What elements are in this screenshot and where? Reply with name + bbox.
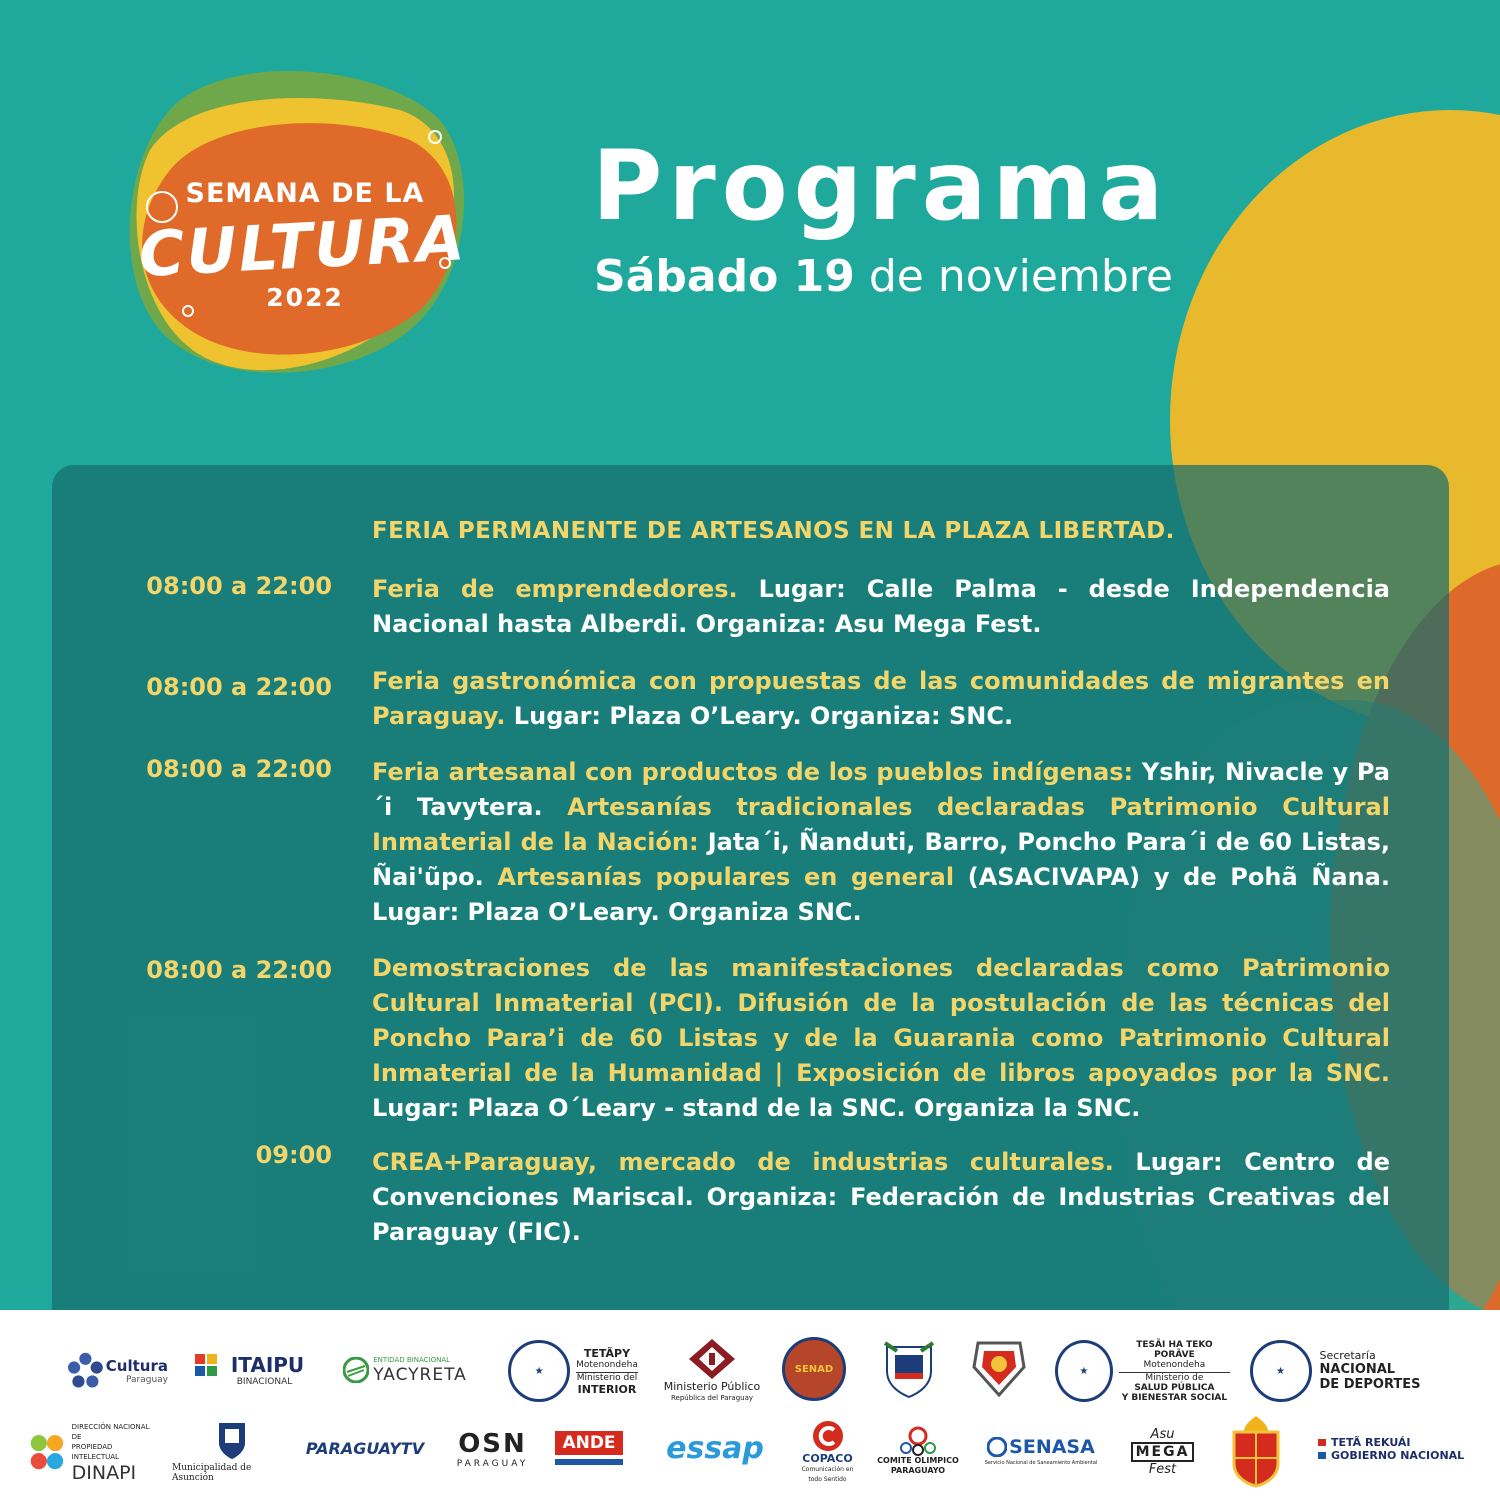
national-seal-icon: ★ <box>1250 1340 1312 1402</box>
entry-text: CREA+Paraguay, mercado de industrias culturales. <box>372 1148 1114 1176</box>
gob-line2: GOBIERNO NACIONAL <box>1331 1449 1465 1462</box>
entry-time: 09:00 <box>255 1141 332 1169</box>
paraguaytv-name: PARAGUAYTV <box>305 1438 425 1458</box>
salud-mid: Motenondeha <box>1143 1359 1206 1370</box>
entry-text: Lugar: Centro de Convenciones Mariscal. Organiza: Federación de Industrias Creativas del Paraguay (FIC). <box>372 1148 1391 1246</box>
event-logo <box>110 60 480 390</box>
ministerio-publico-icon <box>687 1337 737 1381</box>
cbvp-logo <box>1225 1410 1287 1492</box>
gobierno-logo <box>1318 1432 1478 1466</box>
cultura-sub: Paraguay <box>125 1375 168 1385</box>
osn-logo <box>455 1423 530 1475</box>
asu-mega-fest-logo <box>1120 1413 1205 1491</box>
date-day: Sábado 19 <box>594 251 855 302</box>
national-seal-icon: ★ <box>1055 1340 1113 1402</box>
coe-logo <box>873 1415 963 1487</box>
copaco-sub: Comunicación en todo Sentido <box>801 1466 854 1483</box>
senasa-sub: Servicio Nacional de Saneamiento Ambiental <box>984 1460 1098 1466</box>
entry-text: Lugar: Plaza O´Leary - stand de la SNC. Organiza la SNC. <box>372 1094 1141 1122</box>
entry-text: (ASACIVAPA) y de Pohã Ñana. Lugar: Plaza O’Leary. Organiza SNC. <box>372 863 1390 926</box>
logo-line-year: 2022 <box>266 283 344 312</box>
police-shield-logo <box>878 1335 940 1401</box>
flag-icon <box>1318 1439 1326 1459</box>
mp-sub: República del Paraguay <box>670 1394 754 1402</box>
snd-name: NACIONAL <box>1319 1362 1396 1377</box>
mp-name: Ministerio Público <box>663 1380 761 1393</box>
entry-text: Yshir, Nivacle y Pa´i Tavytera. <box>372 758 1391 821</box>
itaipu-name: ITAIPU <box>230 1353 305 1377</box>
entry-text: Jata´i, Ñanduti, Barro, Poncho Para´i de 60 Listas, Ñai'ũpo. <box>372 828 1390 891</box>
senasa-logo <box>982 1428 1100 1476</box>
copaco-logo <box>795 1415 860 1490</box>
badge-icon <box>970 1337 1028 1399</box>
entry-description <box>372 755 1390 930</box>
salud-logo <box>1055 1335 1230 1407</box>
municipalidad-name: Municipalidad de Asunción <box>172 1463 252 1483</box>
interior-tetapy: TETÃPY <box>583 1346 631 1360</box>
dinapi-top: DIRECCIÓN NACIONAL DE <box>71 1423 150 1441</box>
yacyreta-name: YACYRETA <box>373 1365 467 1385</box>
osn-name: OSN <box>458 1429 527 1459</box>
entry-text: Feria artesanal con productos de los pueblos indígenas: <box>372 758 1134 786</box>
senad-name: SENAD <box>794 1363 834 1375</box>
copaco-mark-icon <box>812 1420 844 1452</box>
ministerio-publico-logo <box>662 1332 762 1408</box>
itaipu-mark-icon <box>195 1354 229 1376</box>
senasa-drop-icon <box>987 1437 1007 1457</box>
essap-logo <box>650 1428 780 1468</box>
page-date <box>594 251 1173 302</box>
entry-text: Demostraciones de las manifestaciones declaradas como Patrimonio Cultural Inmaterial (PCI). Difusión de la postulación de las técnicas del Poncho Para’i de 60 Listas y de la Guarania como Patrimonio Cultural Inmaterial de la Humanidad | Exposición de libros apoyados por la SNC. <box>372 954 1390 1087</box>
ande-name: ANDE <box>555 1431 623 1455</box>
copaco-name: COPACO <box>802 1452 853 1465</box>
entry-time: 08:00 a 22:00 <box>146 673 332 701</box>
fest-text: Fest <box>1148 1462 1177 1477</box>
yacyreta-mark-icon <box>343 1357 369 1383</box>
date-month: de noviembre <box>854 251 1173 302</box>
paraguaytv-logo <box>300 1433 430 1463</box>
cultura-flower-icon <box>68 1349 103 1393</box>
essap-name: essap <box>666 1430 764 1466</box>
bomberos-badge-logo <box>968 1335 1030 1401</box>
salud-min: Ministerio de <box>1119 1372 1230 1383</box>
program-header: FERIA PERMANENTE DE ARTESANOS EN LA PLAZA LIBERTAD. <box>372 518 1175 544</box>
sponsor-footer <box>0 1310 1500 1500</box>
entry-time: 08:00 a 22:00 <box>146 572 332 600</box>
mega-text: MEGA <box>1131 1442 1195 1462</box>
logo-line-semana: SEMANA DE LA <box>185 178 425 209</box>
cbvp-shield-icon <box>1228 1414 1284 1488</box>
yacyreta-logo <box>335 1350 475 1390</box>
entry-time: 08:00 a 22:00 <box>146 956 332 984</box>
salud-name2: Y BIENESTAR SOCIAL <box>1121 1392 1228 1403</box>
asu-text: Asu <box>1150 1427 1175 1442</box>
national-seal-icon: ★ <box>508 1340 570 1402</box>
interior-min: Ministerio del <box>576 1372 638 1383</box>
interior-name: INTERIOR <box>577 1382 637 1396</box>
entry-text: Lugar: Calle Palma - desde Independencia Nacional hasta Alberdi. Organiza: Asu Mega Fest. <box>372 575 1390 638</box>
interior-motenondeha: Motenondeha <box>576 1359 638 1370</box>
dinapi-name: DINAPI <box>71 1462 137 1484</box>
salud-name: SALUD PÚBLICA <box>1134 1382 1215 1393</box>
entry-text: Artesanías tradicionales declaradas Patrimonio Cultural Inmaterial de la Nación: <box>372 793 1390 856</box>
shield-icon <box>881 1337 937 1399</box>
cultura-logo <box>68 1340 168 1402</box>
snd-top: Secretaría <box>1319 1349 1376 1362</box>
yacyreta-top: ENTIDAD BINACIONAL <box>373 1356 451 1364</box>
cultura-name: Cultura <box>105 1357 168 1375</box>
entry-description <box>372 572 1390 642</box>
dinapi-gears-icon <box>28 1428 68 1478</box>
osn-sub: PARAGUAY <box>456 1459 529 1469</box>
ande-logo <box>555 1428 623 1468</box>
logo-line-cultura: CULTURA <box>137 201 468 292</box>
municipal-crest-icon <box>217 1419 247 1459</box>
olympic-rings-icon <box>898 1426 938 1456</box>
entry-time: 08:00 a 22:00 <box>146 755 332 783</box>
entry-text: Feria gastronómica con propuestas de las comunidades de migrantes en Paraguay. <box>372 667 1390 730</box>
snd-name2: DE DEPORTES <box>1319 1377 1421 1392</box>
page-title: Programa <box>592 130 1170 242</box>
entry-description <box>372 1145 1390 1250</box>
salud-top: TESÃI HA TEKO PORÃVE <box>1136 1339 1213 1360</box>
itaipu-sub: BINACIONAL <box>236 1377 293 1387</box>
coe-sub: PARAGUAYO <box>890 1466 946 1475</box>
entry-description <box>372 664 1390 734</box>
coe-name: COMITE OLIMPICO <box>877 1456 959 1465</box>
municipalidad-logo <box>172 1415 292 1487</box>
senad-logo <box>780 1335 848 1403</box>
snd-logo <box>1240 1335 1430 1407</box>
dinapi-logo <box>28 1422 153 1484</box>
entry-text: Feria de emprendedores. <box>372 575 738 603</box>
entry-description <box>372 951 1390 1126</box>
senad-seal-icon <box>782 1337 846 1401</box>
senasa-name: SENASA <box>1009 1436 1095 1458</box>
gob-line1: TETÃ REKUÁI <box>1331 1436 1411 1449</box>
dinapi-mid: PROPIEDAD INTELECTUAL <box>71 1443 119 1461</box>
itaipu-logo <box>187 1350 312 1390</box>
entry-text: Lugar: Plaza O’Leary. Organiza: SNC. <box>505 702 1014 730</box>
interior-logo <box>503 1335 643 1407</box>
entry-text: Artesanías populares en general <box>483 863 955 891</box>
